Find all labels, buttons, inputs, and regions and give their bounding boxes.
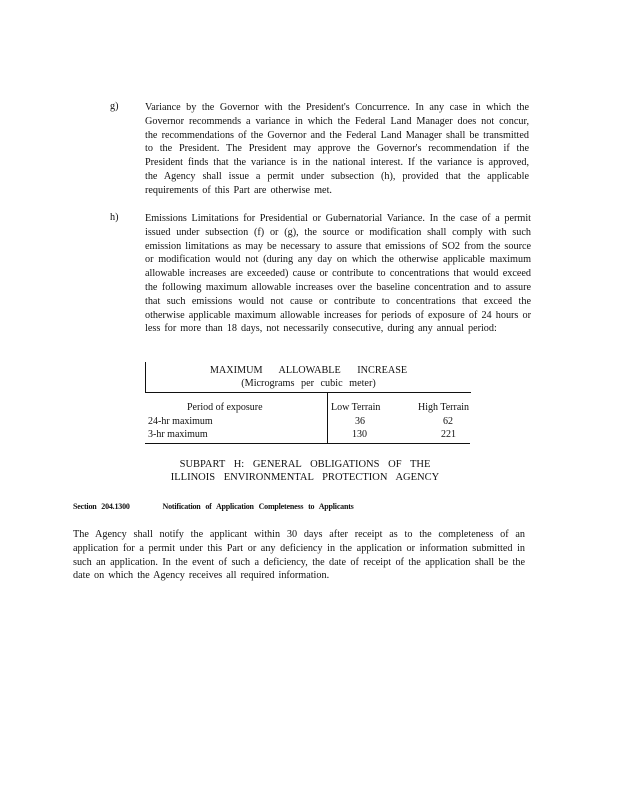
row2-high: 221 xyxy=(441,429,456,440)
table-title: MAXIMUM ALLOWABLE INCREASE xyxy=(209,365,408,376)
item-h-text: Emissions Limitations for Presidential or Gubernatorial Variance. In the case of a permit issued under subsection (f) or (g), the source or modification shall comply with such emission limitations as may be necessary to assure that emissions of SO2 from the source or modification would not (during any day on which the otherwise applicable maximum allowable increases are exceeded) cause or contribute to concentrations that would exceed the following maximum allowable increases over the baseline concentration and to assure that such emissions would not cause or contribute to concentrations that exceed the otherwise applicable maximum allowable increases for periods of exposure of 24 hours or less for more than 18 days, not necessarily consecutive, during any annual period: xyxy=(145,213,531,335)
table-subtitle: (Micrograms per cubic meter) xyxy=(241,378,376,389)
item-g-label: g) xyxy=(110,101,119,112)
table-header xyxy=(145,362,471,393)
table-bottom-rule xyxy=(145,443,470,444)
subpart-line-2: ILLINOIS ENVIRONMENTAL PROTECTION AGENCY xyxy=(170,472,440,483)
row1-high: 62 xyxy=(443,416,453,427)
header-low-terrain: Low Terrain xyxy=(331,402,381,413)
header-high-terrain: High Terrain xyxy=(418,402,470,413)
subpart-line-1: SUBPART H: GENERAL OBLIGATIONS OF THE xyxy=(179,459,431,470)
section-number: Section 204.1300 xyxy=(73,502,130,511)
row1-low: 36 xyxy=(355,416,365,427)
item-g-text: Variance by the Governor with the President's Concurrence. In any case in which the Governor recommends a variance in which the Federal Land Manager does not concur, the recommendations of the Governor and the Federal Land Manager shall be transmitted to the President. The President may approve the Governor's recommendation if the President finds that the variance is in the national interest. If the variance is approved, the Agency shall issue a permit under subsection (h), provided that the applicable requirements of this Part are otherwise met. xyxy=(145,102,529,196)
increase-table xyxy=(145,362,470,444)
section-body-text: The Agency shall notify the applicant within 30 days after receipt as to the completeness of an application for a permit under this Part or any deficiency in the application or information submitted in such an application. In the event of such a deficiency, the date of receipt of the application shall be the date on which the Agency receives all required information. xyxy=(73,529,525,582)
item-h-label: h) xyxy=(110,212,119,223)
table-column-divider xyxy=(327,392,328,444)
row2-low: 130 xyxy=(352,429,367,440)
row2-period: 3-hr maximum xyxy=(148,429,208,440)
section-heading xyxy=(73,502,354,511)
row1-period: 24-hr maximum xyxy=(148,416,213,427)
header-period: Period of exposure xyxy=(187,402,263,413)
subpart-heading xyxy=(155,458,455,484)
section-title: Notification of Application Completeness to Applicants xyxy=(162,502,354,511)
